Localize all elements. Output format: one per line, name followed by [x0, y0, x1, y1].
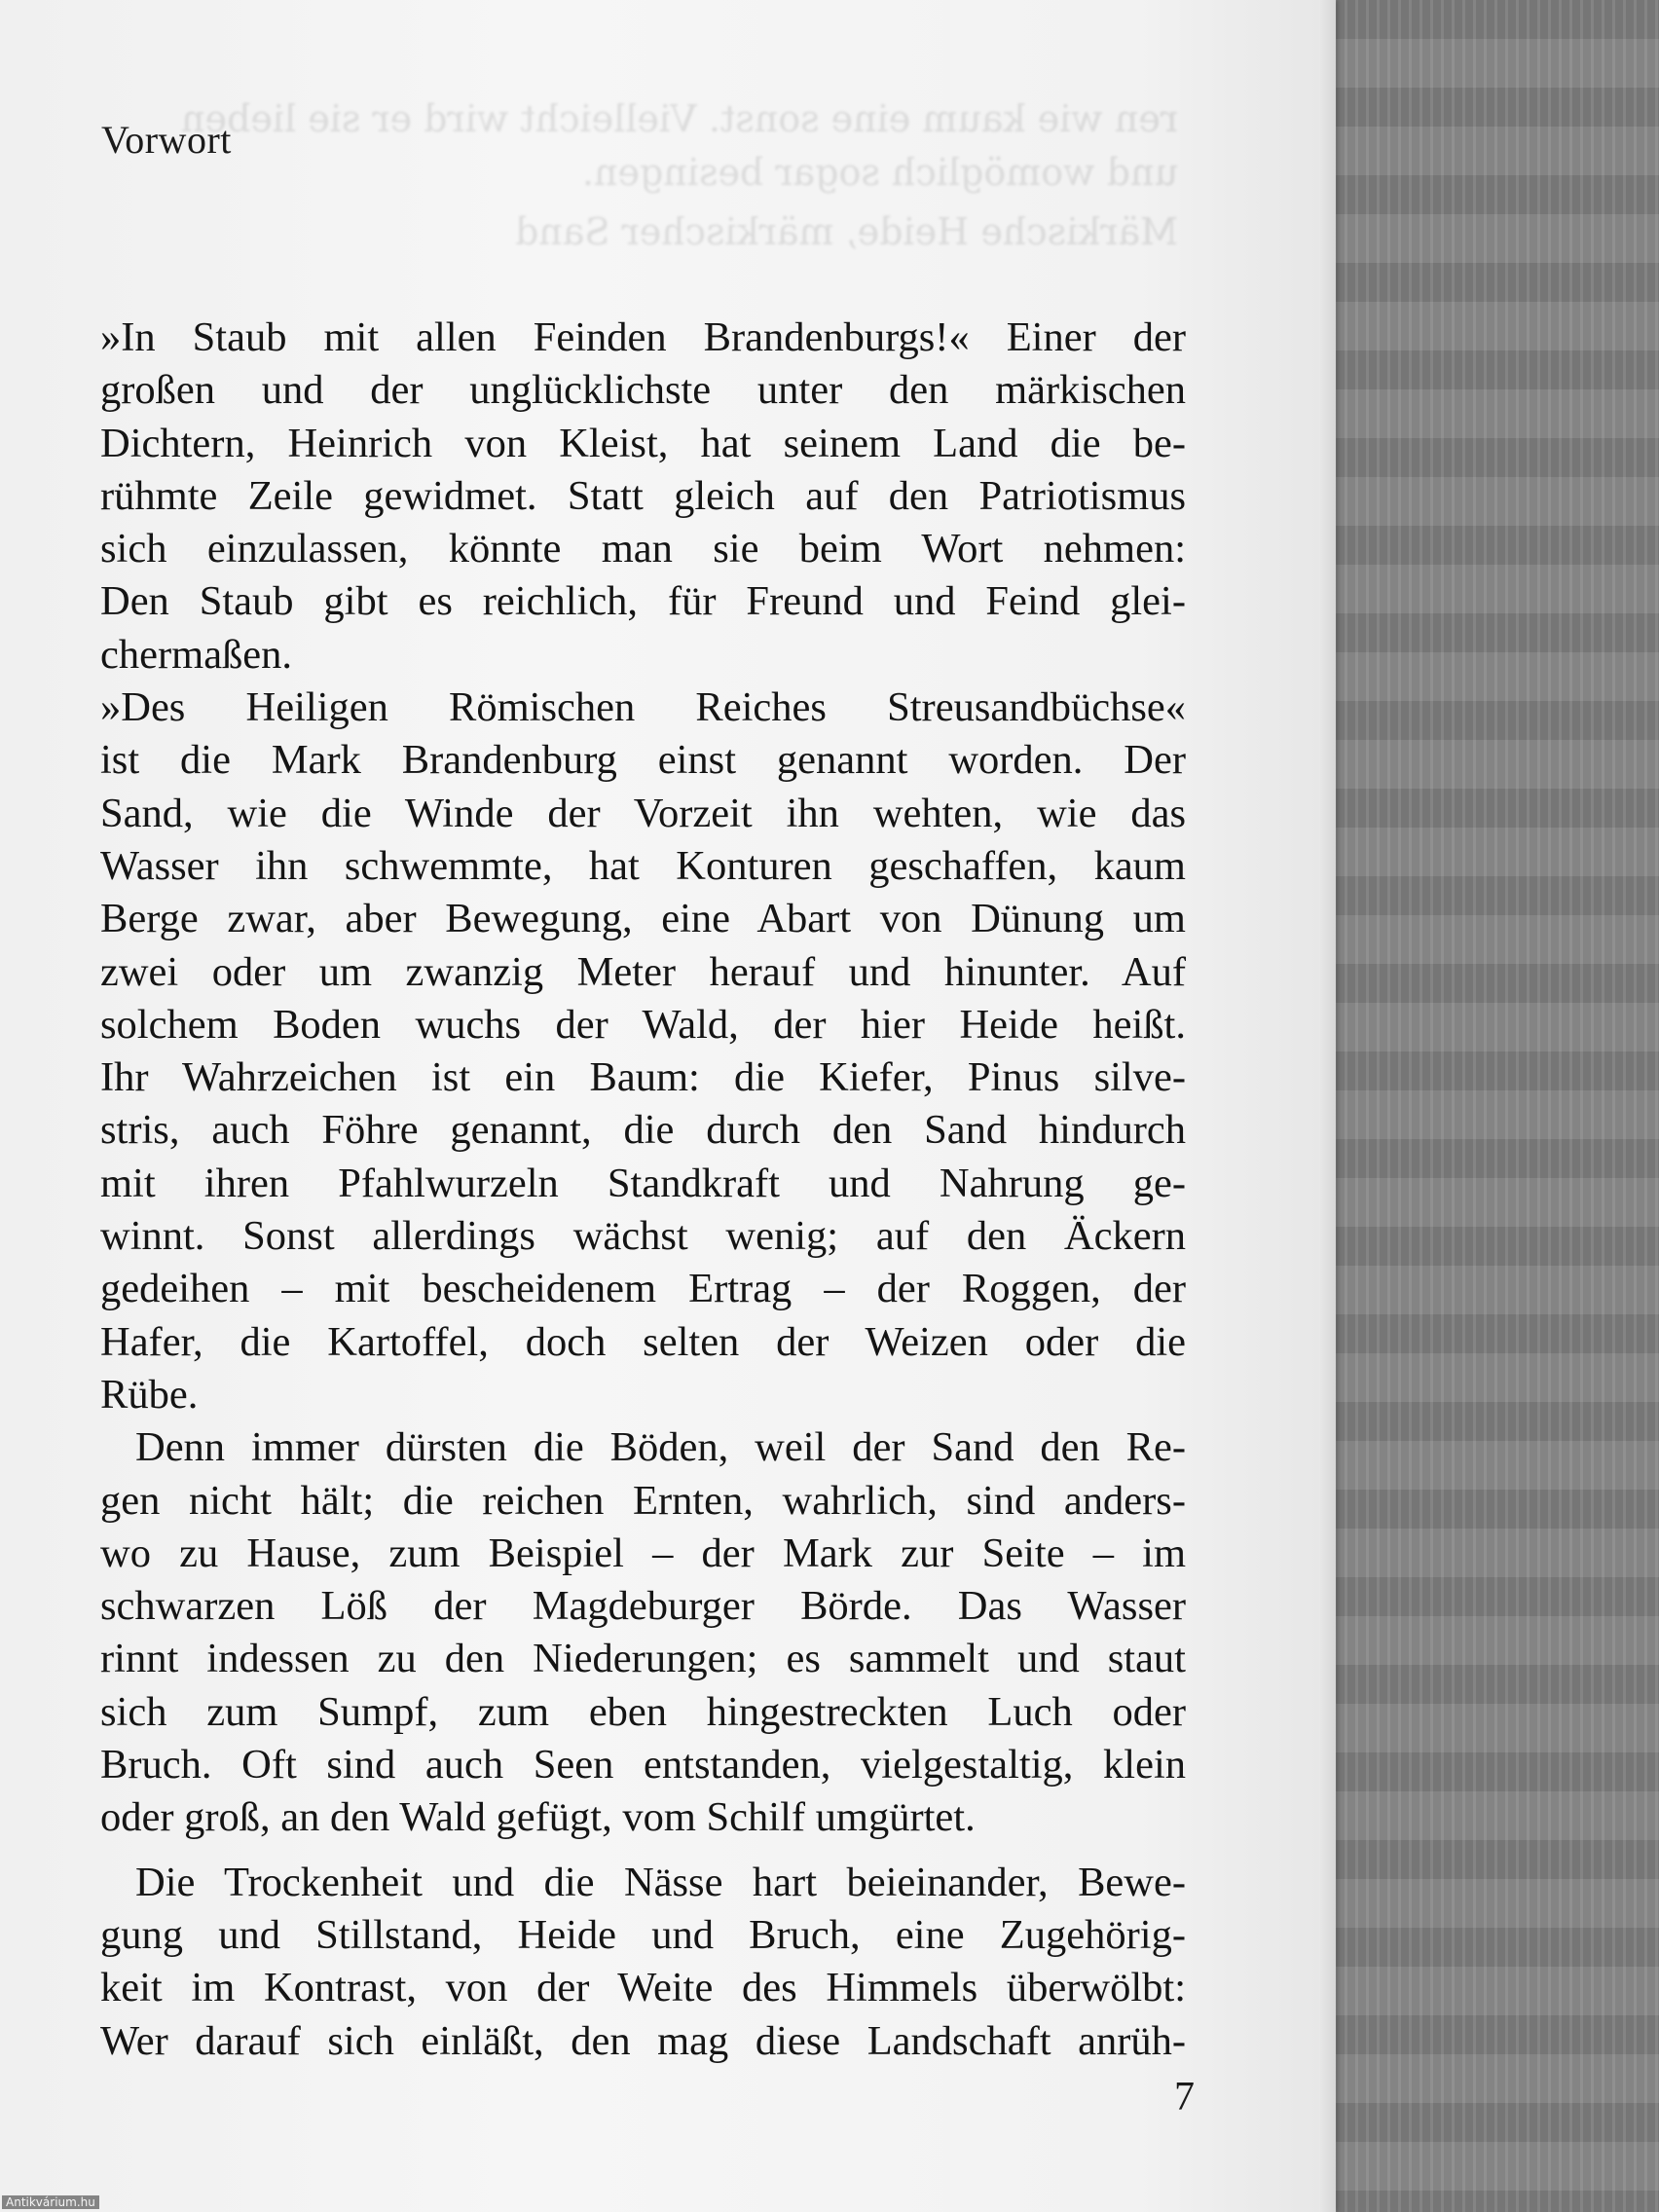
- bleed-line: ren wie kaum eine sonst. Vielleicht wird er sie lieben: [181, 97, 1178, 140]
- text-line: »Des Heiligen Römischen Reiches Streusandbüchse«: [100, 684, 1186, 731]
- paragraph: [100, 312, 1186, 682]
- text-line: gen nicht hält; die reichen Ernten, wahrlich, sind anders-: [100, 1477, 1186, 1524]
- bleed-line: und womöglich sogar besingen.: [581, 151, 1178, 194]
- text-line: Wasser ihn schwemmte, hat Konturen geschaffen, kaum: [100, 842, 1186, 889]
- text-line: sich einzulassen, könnte man sie beim Wort nehmen:: [100, 526, 1186, 572]
- text-line: Dichtern, Heinrich von Kleist, hat seinem Land die be-: [100, 420, 1186, 466]
- text-line: Denn immer dürsten die Böden, weil der Sand den Re-: [135, 1424, 1186, 1471]
- bleed-line: Märkische Heide, märkischer Sand: [515, 210, 1178, 253]
- text-line: Den Staub gibt es reichlich, für Freund und Feind glei-: [100, 578, 1186, 625]
- paragraph: [100, 1421, 1186, 1844]
- text-line: schwarzen Löß der Magdeburger Börde. Das Wasser: [100, 1583, 1186, 1630]
- text-line: Berge zwar, aber Bewegung, eine Abart von Dünung um: [100, 896, 1186, 942]
- text-line: Wer darauf sich einläßt, den mag diese Landschaft anrüh-: [100, 2017, 1186, 2064]
- text-line: »In Staub mit allen Feinden Brandenburgs!« Einer der: [100, 314, 1186, 360]
- text-line: sich zum Sumpf, zum eben hingestreckten Luch oder: [100, 1688, 1186, 1735]
- watermark: Antikvárium.hu: [2, 2195, 99, 2209]
- text-line: solchem Boden wuchs der Wald, der hier Heide heißt.: [100, 1001, 1186, 1048]
- text-line: ist die Mark Brandenburg einst genannt worden. Der: [100, 737, 1186, 784]
- text-line: winnt. Sonst allerdings wächst wenig; auf den Äckern: [100, 1213, 1186, 1260]
- bleed-through-text: [88, 92, 1178, 259]
- text-line: oder groß, an den Wald gefügt, vom Schilf umgürtet.: [100, 1794, 976, 1841]
- text-line: Sand, wie die Winde der Vorzeit ihn wehten, wie das: [100, 790, 1186, 836]
- text-line: gung und Stillstand, Heide und Bruch, eine Zugehörig-: [100, 1911, 1186, 1958]
- text-line: Die Trockenheit und die Nässe hart beieinander, Bewe-: [135, 1859, 1186, 1905]
- page-number: 7: [1174, 2075, 1195, 2120]
- text-line: rinnt indessen zu den Niederungen; es sammelt und staut: [100, 1636, 1186, 1682]
- wooden-background: [1334, 0, 1659, 2212]
- text-line: Rübe.: [100, 1371, 199, 1418]
- text-line: wo zu Hause, zum Beispiel – der Mark zur Seite – im: [100, 1530, 1186, 1576]
- text-line: stris, auch Föhre genannt, die durch den Sand hindurch: [100, 1107, 1186, 1154]
- text-line: zwei oder um zwanzig Meter herauf und hinunter. Auf: [100, 948, 1186, 995]
- text-line: gedeihen – mit bescheidenem Ertrag – der Roggen, der: [100, 1266, 1186, 1312]
- text-line: mit ihren Pfahlwurzeln Standkraft und Nahrung ge-: [100, 1160, 1186, 1206]
- text-line: keit im Kontrast, von der Weite des Himmels überwölbt:: [100, 1965, 1186, 2011]
- page-edge: [1319, 0, 1336, 2212]
- text-line: chermaßen.: [100, 631, 293, 678]
- text-line: rühmte Zeile gewidmet. Statt gleich auf den Patriotismus: [100, 472, 1186, 519]
- text-line: Hafer, die Kartoffel, doch selten der Weizen oder die: [100, 1318, 1186, 1365]
- text-line: Bruch. Oft sind auch Seen entstanden, vielgestaltig, klein: [100, 1742, 1186, 1788]
- text-line: großen und der unglücklichste unter den märkischen: [100, 367, 1186, 414]
- body-text: [100, 312, 1186, 2068]
- text-line: Ihr Wahrzeichen ist ein Baum: die Kiefer, Pinus silve-: [100, 1054, 1186, 1101]
- paragraph: [100, 1857, 1186, 2068]
- page-title: Vorwort: [101, 118, 232, 162]
- paragraph: [100, 682, 1186, 1421]
